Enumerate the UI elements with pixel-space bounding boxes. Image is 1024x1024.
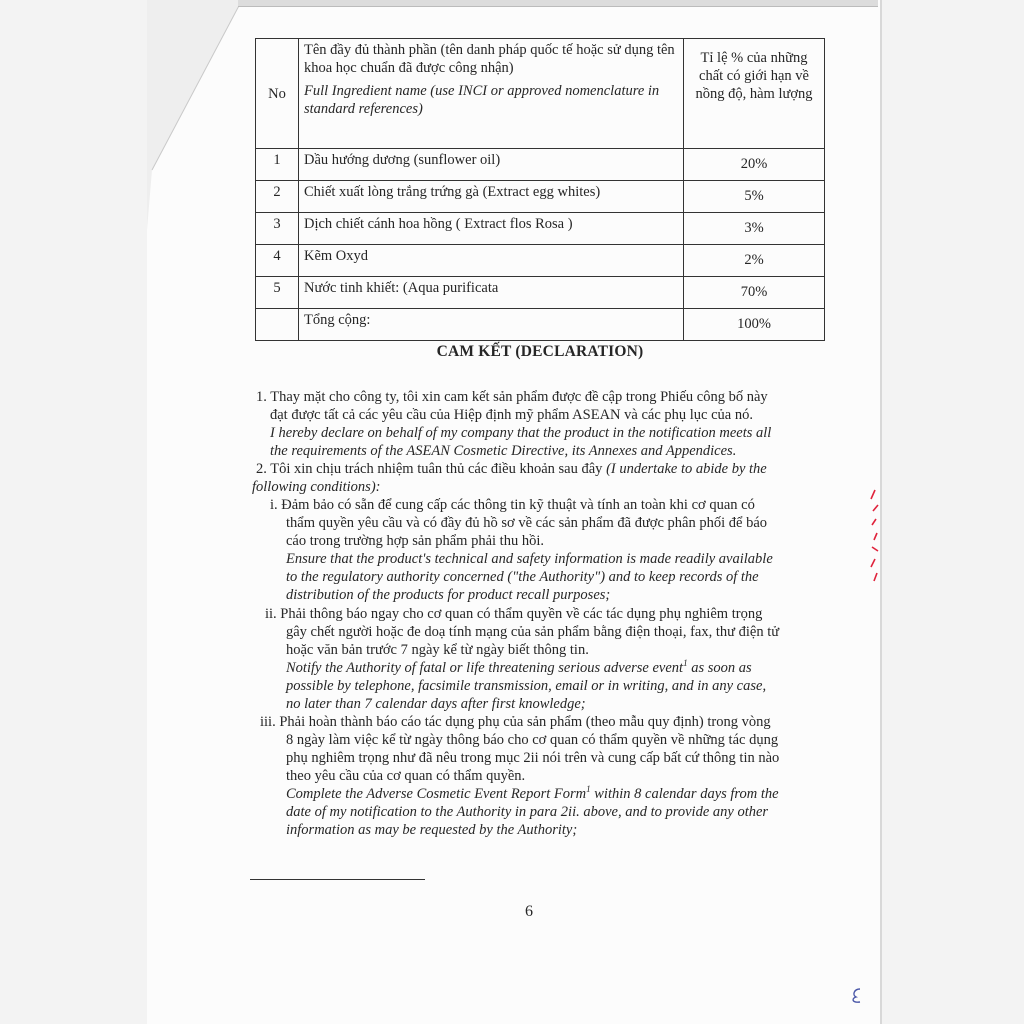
row-percent: 3% [684, 213, 825, 245]
table-row [256, 213, 825, 245]
sub-iii-en-text: within 8 calendar days from the [590, 786, 779, 802]
header-name-en: Full Ingredient name (use INCI or approved nomenclature in standard references) [304, 83, 660, 117]
row-name: Nước tinh khiết: (Aqua purificata [299, 277, 684, 309]
header-no: No [256, 39, 299, 149]
header-name-vi: Tên đầy đủ thành phần (tên danh pháp quốc tế hoặc sử dụng tên khoa học chuẩn đã được công nhận) [304, 42, 675, 76]
row-no: 2 [256, 181, 299, 213]
item1-en-line: I hereby declare on behalf of my company that the product in the notification meets all [270, 425, 772, 441]
footnote-separator [250, 879, 425, 880]
declaration-title: CAM KẾT (DECLARATION) [436, 343, 644, 360]
row-no [256, 309, 299, 341]
row-name: Dịch chiết cánh hoa hồng ( Extract flos Rosa ) [299, 213, 684, 245]
page-top-edge [238, 0, 878, 7]
footnote-marker: 1 [586, 784, 591, 795]
sub-ii-vi-line: ii. Phải thông báo ngay cho cơ quan có thẩm quyền về các tác dụng phụ nghiêm trọng [265, 606, 763, 622]
item1-en-line: the requirements of the ASEAN Cosmetic Directive, its Annexes and Appendices. [270, 443, 737, 459]
sub-ii-vi-line: hoặc văn bản trước 7 ngày kể từ ngày biết thông tin. [286, 642, 589, 658]
sub-i-vi-line: thẩm quyền yêu cầu và có đầy đủ hồ sơ về các sản phẩm đã được phân phối để báo [286, 515, 767, 531]
table-row [256, 149, 825, 181]
item2-en-line: following conditions): [252, 479, 381, 495]
sub-ii-en-line: possible by telephone, facsimile transmission, email or in writing, and in any case, [286, 678, 767, 694]
row-no: 5 [256, 277, 299, 309]
page-number: 6 [525, 903, 533, 920]
row-percent: 70% [684, 277, 825, 309]
row-percent: 20% [684, 149, 825, 181]
row-percent: 2% [684, 245, 825, 277]
folded-corner [147, 0, 267, 230]
sub-iii-vi-line: theo yêu cầu của cơ quan có thẩm quyền. [286, 768, 526, 784]
header-name [299, 39, 684, 149]
sub-i-vi-line: i. Đảm bảo có sẵn để cung cấp các thông tin kỹ thuật và tính an toàn khi cơ quan có [270, 497, 755, 513]
table-total-row [256, 309, 825, 341]
ingredients-table [255, 38, 825, 341]
item2-line [256, 460, 767, 478]
row-no: 4 [256, 245, 299, 277]
total-label: Tổng cộng: [299, 309, 684, 341]
sub-ii-en-text: Notify the Authority of fatal or life threatening serious adverse event [286, 660, 684, 676]
table-row [256, 245, 825, 277]
sub-iii-en-line: date of my notification to the Authority in para 2ii. above, and to provide any other [286, 804, 769, 820]
sub-i-vi-line: cáo trong trường hợp sản phẩm phải thu hồi. [286, 533, 544, 549]
row-name: Kẽm Oxyd [299, 245, 684, 277]
item1-vi-line: 1. Thay mặt cho công ty, tôi xin cam kết sản phẩm được đề cập trong Phiếu công bố này [256, 389, 768, 405]
item1-vi-line: đạt được tất cả các yêu cầu của Hiệp định mỹ phẩm ASEAN và các phụ lục của nó. [270, 407, 753, 423]
sub-ii-vi-line: gây chết người hoặc đe doạ tính mạng của sản phẩm bằng điện thoại, fax, thư điện tử [286, 624, 780, 640]
sub-iii-vi-line: phụ nghiêm trọng như đã nêu trong mục 2ii nói trên và cung cấp bất cứ thông tin nào [286, 750, 780, 766]
row-no: 1 [256, 149, 299, 181]
sub-ii-en-line: no later than 7 calendar days after first knowledge; [286, 696, 586, 712]
row-name: Chiết xuất lòng trắng trứng gà (Extract egg whites) [299, 181, 684, 213]
table-header-row [256, 39, 825, 149]
footnote-marker: 1 [683, 658, 688, 669]
row-no: 3 [256, 213, 299, 245]
header-percent: Tỉ lệ % của những chất có giới hạn về nồng độ, hàm lượng [684, 39, 825, 149]
table-row [256, 181, 825, 213]
sub-iii-vi-line: 8 ngày làm việc kể từ ngày thông báo cho cơ quan có thẩm quyền về những tác dụng [286, 732, 779, 748]
item2-vi: 2. Tôi xin chịu trách nhiệm tuân thủ các điều khoản sau đây [256, 461, 603, 477]
item2-en: (I undertake to abide by the [606, 461, 767, 477]
sub-ii-en-text: as soon as [687, 660, 752, 676]
red-stamp-edge [868, 485, 882, 595]
row-name: Dầu hướng dương (sunflower oil) [299, 149, 684, 181]
sub-ii-en-line [286, 659, 752, 677]
table-row [256, 277, 825, 309]
sub-i-en-line: to the regulatory authority concerned ("the Authority") and to keep records of the [286, 569, 759, 585]
total-percent: 100% [684, 309, 825, 341]
sub-i-en-line: distribution of the products for product recall purposes; [286, 587, 611, 603]
row-percent: 5% [684, 181, 825, 213]
sub-iii-en-line [286, 785, 779, 803]
sub-iii-en-text: Complete the Adverse Cosmetic Event Report Form [286, 786, 587, 802]
handwritten-mark [846, 985, 866, 1005]
sub-i-en-line: Ensure that the product's technical and safety information is made readily available [286, 551, 773, 567]
sub-iii-vi-line: iii. Phải hoàn thành báo cáo tác dụng phụ của sản phẩm (theo mẫu quy định) trong vòng [260, 714, 771, 730]
sub-iii-en-line: information as may be requested by the Authority; [286, 822, 578, 838]
